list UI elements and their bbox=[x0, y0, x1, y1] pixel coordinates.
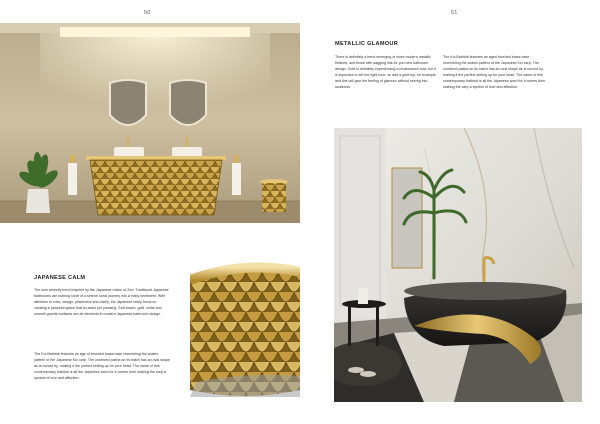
metallic-glamour-paragraph-2: The Koi Bathtub features an aged brushed brass base resembling the scales pattern of the Japanese Koi carp. The contrived patina on its hatch has an oval shape as is curved by, making it the perfect setting up for your head. The name of this contemporary bathtub is all the Japanese word for it comes from making the carp a symbol of love and affection. bbox=[443, 55, 546, 89]
left-page-number: 50 bbox=[144, 10, 151, 16]
koi-bathtub-detail-photo bbox=[190, 262, 300, 397]
marble-bathroom-photo bbox=[334, 128, 582, 402]
marble-bathroom-illustration bbox=[334, 128, 582, 402]
metallic-glamour-paragraph-1: There is definitely a trend emerging of more modern metallic finishes, and those with sagging lots for you new bathroom design. Gold is definitely experiencing a renaissance now, but it is important to set the right tone, so add a gold top, for example, and this will give the feeling of glamour without seeing into tackiness. bbox=[335, 55, 437, 89]
bathroom-vanity-photo bbox=[0, 23, 300, 223]
right-page-number: 51 bbox=[451, 10, 458, 16]
bathroom-vanity-illustration bbox=[0, 23, 300, 223]
japanese-calm-paragraph-1: The new serenity trend inspired by the Japanese notion of Zen. Traditional Japanese bathrooms are nothing short of a serene sonic journey into a misty sentiment. With attention to color, design, placement and clarity, the Japanese really focus on creating a peaceful space that is useful yet pleasing. Soft brown, gold, white and smooth granite surfaces are all elements in modern Japanese bathroom design. bbox=[34, 288, 169, 316]
right-page bbox=[300, 0, 600, 424]
japanese-calm-paragraph-2: The Koi Bathtub features an age of brushed brass base resembling the scales pattern of the Japanese Koi carp. The contrived patina on its hatch has an oval shape as is curved by, making it the perfect setting up for your head. The name of this contemporary bathtub is all the Japanese word for it comes from making the carp a symbol of love and affection. bbox=[34, 352, 170, 380]
koi-bathtub-detail-illustration bbox=[190, 262, 300, 397]
metallic-glamour-heading: METALLIC GLAMOUR bbox=[335, 41, 399, 47]
japanese-calm-heading: JAPANESE CALM bbox=[34, 275, 86, 281]
